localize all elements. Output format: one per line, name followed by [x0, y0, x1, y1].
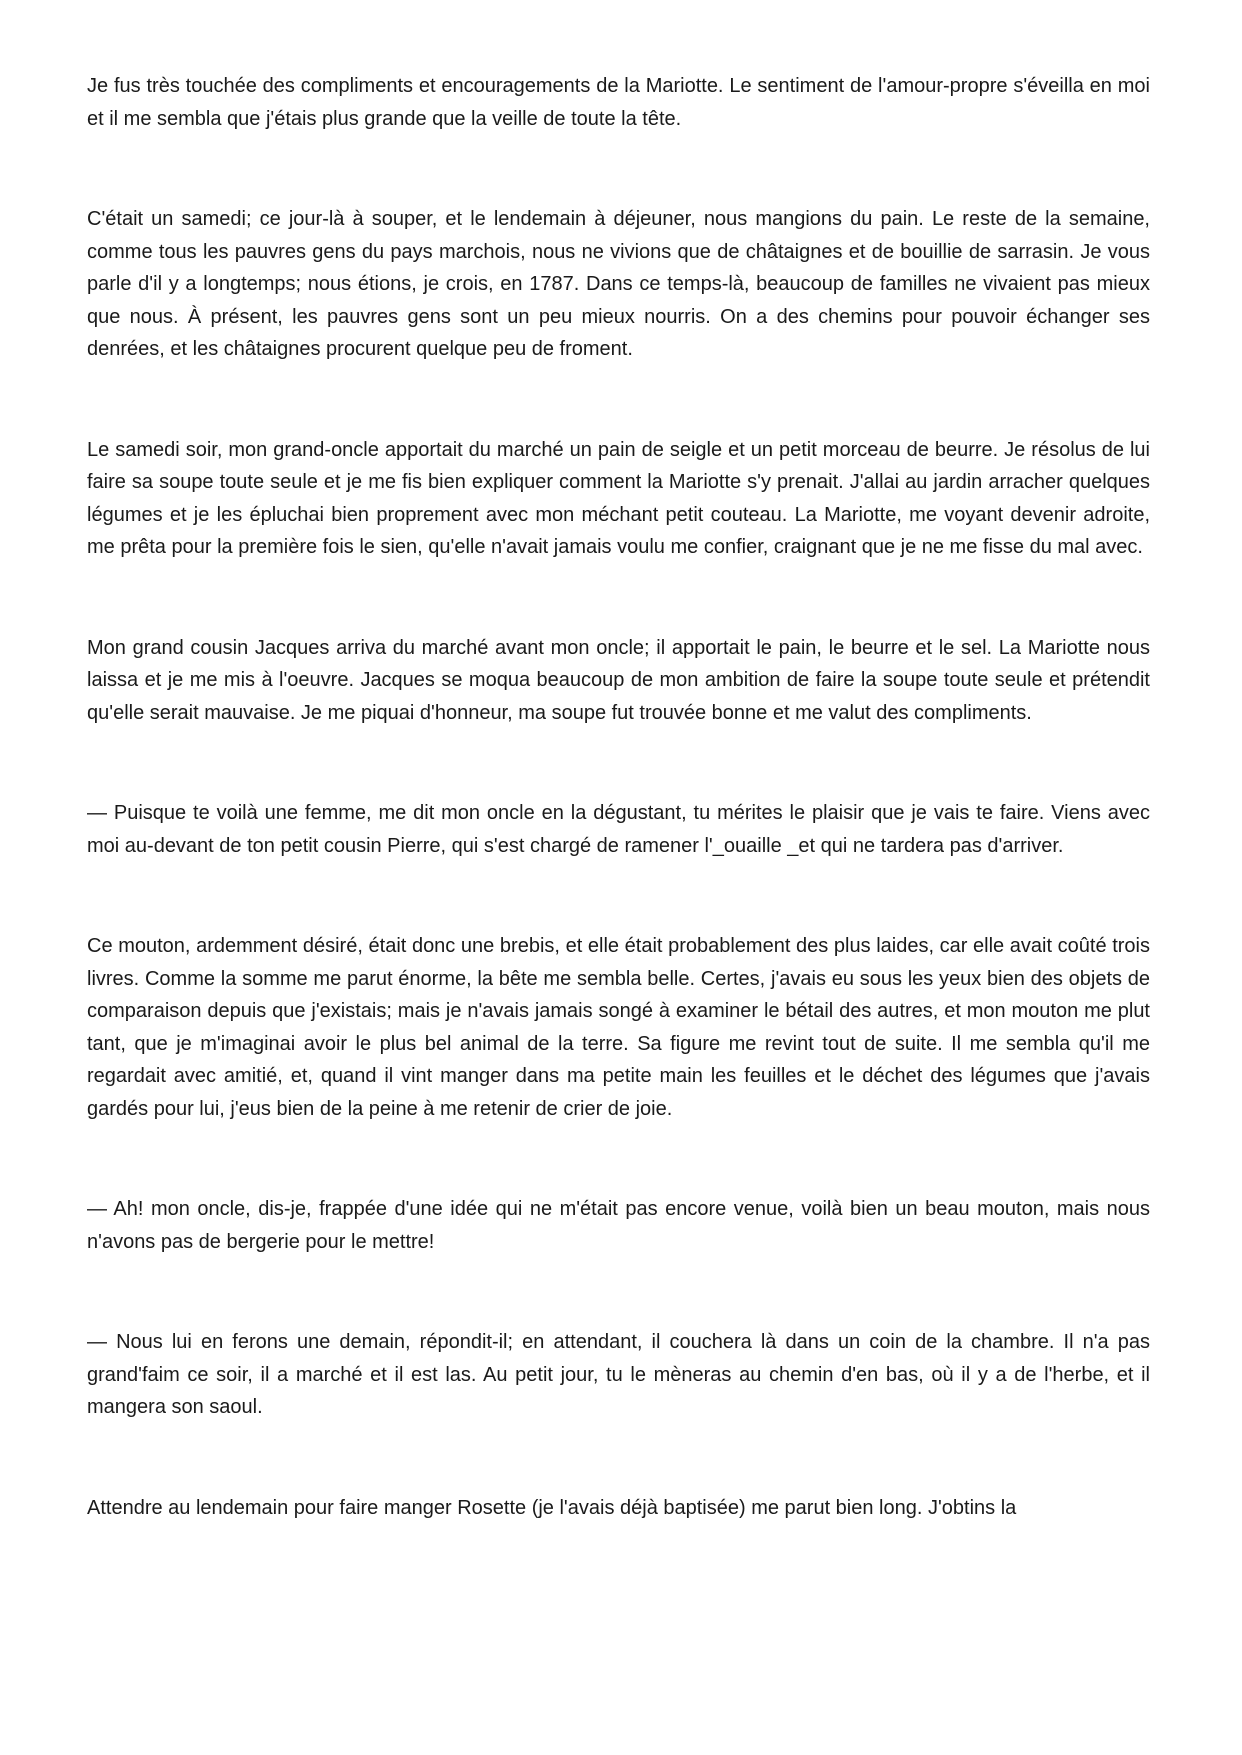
paragraph-6: Ce mouton, ardemment désiré, était donc une brebis, et elle était probablement des plus laides, car elle avait coûté trois livres. Comme la somme me parut énorme, la bête me sembla belle. Certes, j'avais eu sous les yeux bien des objets de comparaison depuis que j'existais; mais je n'avais jamais songé à examiner le bétail des autres, et mon mouton me plut tant, que je m'imaginai avoir le plus bel animal de la terre. Sa figure me revint tout de suite. Il me sembla qu'il me regardait avec amitié, et, quand il vint manger dans ma petite main les feuilles et le déchet des légumes que j'avais gardés pour lui, j'eus bien de la peine à me retenir de crier de joie.: [87, 935, 1150, 1120]
paragraph-3: Le samedi soir, mon grand-oncle apportait du marché un pain de seigle et un petit morceau de beurre. Je résolus de lui faire sa soupe toute seule et je me fis bien expliquer comment la Mariotte s'y prenait. J'allai au jardin arracher quelques légumes et je les épluchai bien proprement avec mon méchant petit couteau. La Mariotte, me voyant devenir adroite, me prêta pour la première fois le sien, qu'elle n'avait jamais voulu me confier, craignant que je ne me fisse du mal avec.: [87, 438, 1150, 558]
paragraph-2: C'était un samedi; ce jour-là à souper, et le lendemain à déjeuner, nous mangions du pain. Le reste de la semaine, comme tous les pauvres gens du pays marchois, nous ne vivions que de châtaignes et de bouillie de sarrasin. Je vous parle d'il y a longtemps; nous étions, je crois, en 1787. Dans ce temps-là, beaucoup de familles ne vivaient pas mieux que nous. À présent, les pauvres gens sont un peu mieux nourris. On a des chemins pour pouvoir échanger ses denrées, et les châtaignes procurent quelque peu de froment.: [87, 208, 1150, 360]
paragraph-7: — Ah! mon oncle, dis-je, frappée d'une idée qui ne m'était pas encore venue, voilà bien un beau mouton, mais nous n'avons pas de bergerie pour le mettre!: [87, 1198, 1150, 1253]
paragraph-8: — Nous lui en ferons une demain, répondit-il; en attendant, il couchera là dans un coin de la chambre. Il n'a pas grand'faim ce soir, il a marché et il est las. Au petit jour, tu le mèneras au chemin d'en bas, où il y a de l'herbe, et il mangera son saoul.: [87, 1331, 1150, 1418]
document-page: [87, 70, 1150, 1524]
paragraph-9: Attendre au lendemain pour faire manger Rosette (je l'avais déjà baptisée) me parut bien long. J'obtins la: [87, 1496, 1017, 1519]
paragraph-5: — Puisque te voilà une femme, me dit mon oncle en la dégustant, tu mérites le plaisir que je vais te faire. Viens avec moi au-devant de ton petit cousin Pierre, qui s'est chargé de ramener l'_ouaille _et qui ne tardera pas d'arriver.: [87, 802, 1150, 857]
paragraph-1: Je fus très touchée des compliments et encouragements de la Mariotte. Le sentiment de l'amour-propre s'éveilla en moi et il me sembla que j'étais plus grande que la veille de toute la tête.: [87, 75, 1150, 130]
paragraph-4: Mon grand cousin Jacques arriva du marché avant mon oncle; il apportait le pain, le beurre et le sel. La Mariotte nous laissa et je me mis à l'oeuvre. Jacques se moqua beaucoup de mon ambition de faire la soupe toute seule et prétendit qu'elle serait mauvaise. Je me piquai d'honneur, ma soupe fut trouvée bonne et me valut des compliments.: [87, 636, 1150, 724]
